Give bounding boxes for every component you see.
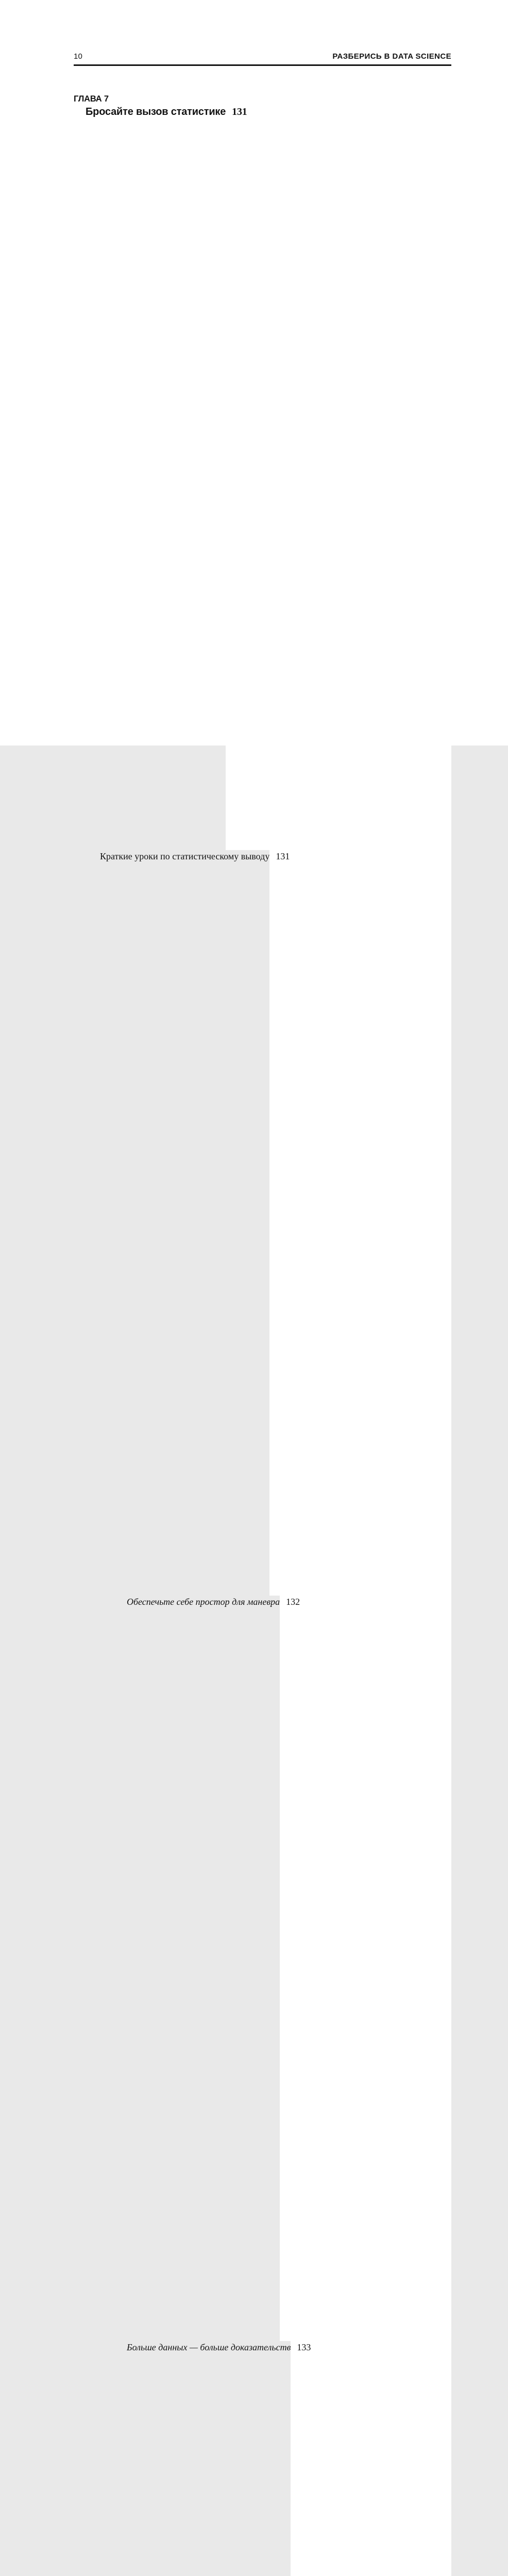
toc-entry (74, 2341, 451, 2576)
toc-entry (74, 850, 451, 1596)
toc-entry-page: 131 (269, 850, 451, 1596)
toc-entry-label: ГЛАВА 7 (74, 94, 109, 104)
running-title: РАЗБЕРИСЬ В DATA SCIENCE (332, 52, 451, 61)
running-head (74, 0, 451, 61)
toc-entry-label: Обеспечьте себе простор для маневра (127, 1597, 280, 1607)
toc-chapter-label (74, 94, 451, 105)
toc-chapter-title (74, 105, 451, 850)
toc-entry-label: Краткие уроки по статистическому выводу (100, 851, 270, 861)
toc-entry-page: 131 (226, 105, 451, 850)
toc-entry-label: Больше данных — больше доказательств (127, 2342, 291, 2352)
toc-entry-page: 132 (280, 1596, 451, 2341)
toc-entry-label: Бросайте вызов статистике (86, 106, 226, 117)
toc-entry-page: 133 (291, 2341, 451, 2576)
toc-list (74, 94, 451, 2576)
page-number: 10 (74, 52, 83, 61)
header-rule (74, 64, 451, 66)
page-content (74, 0, 451, 2576)
toc-entry (74, 1596, 451, 2341)
